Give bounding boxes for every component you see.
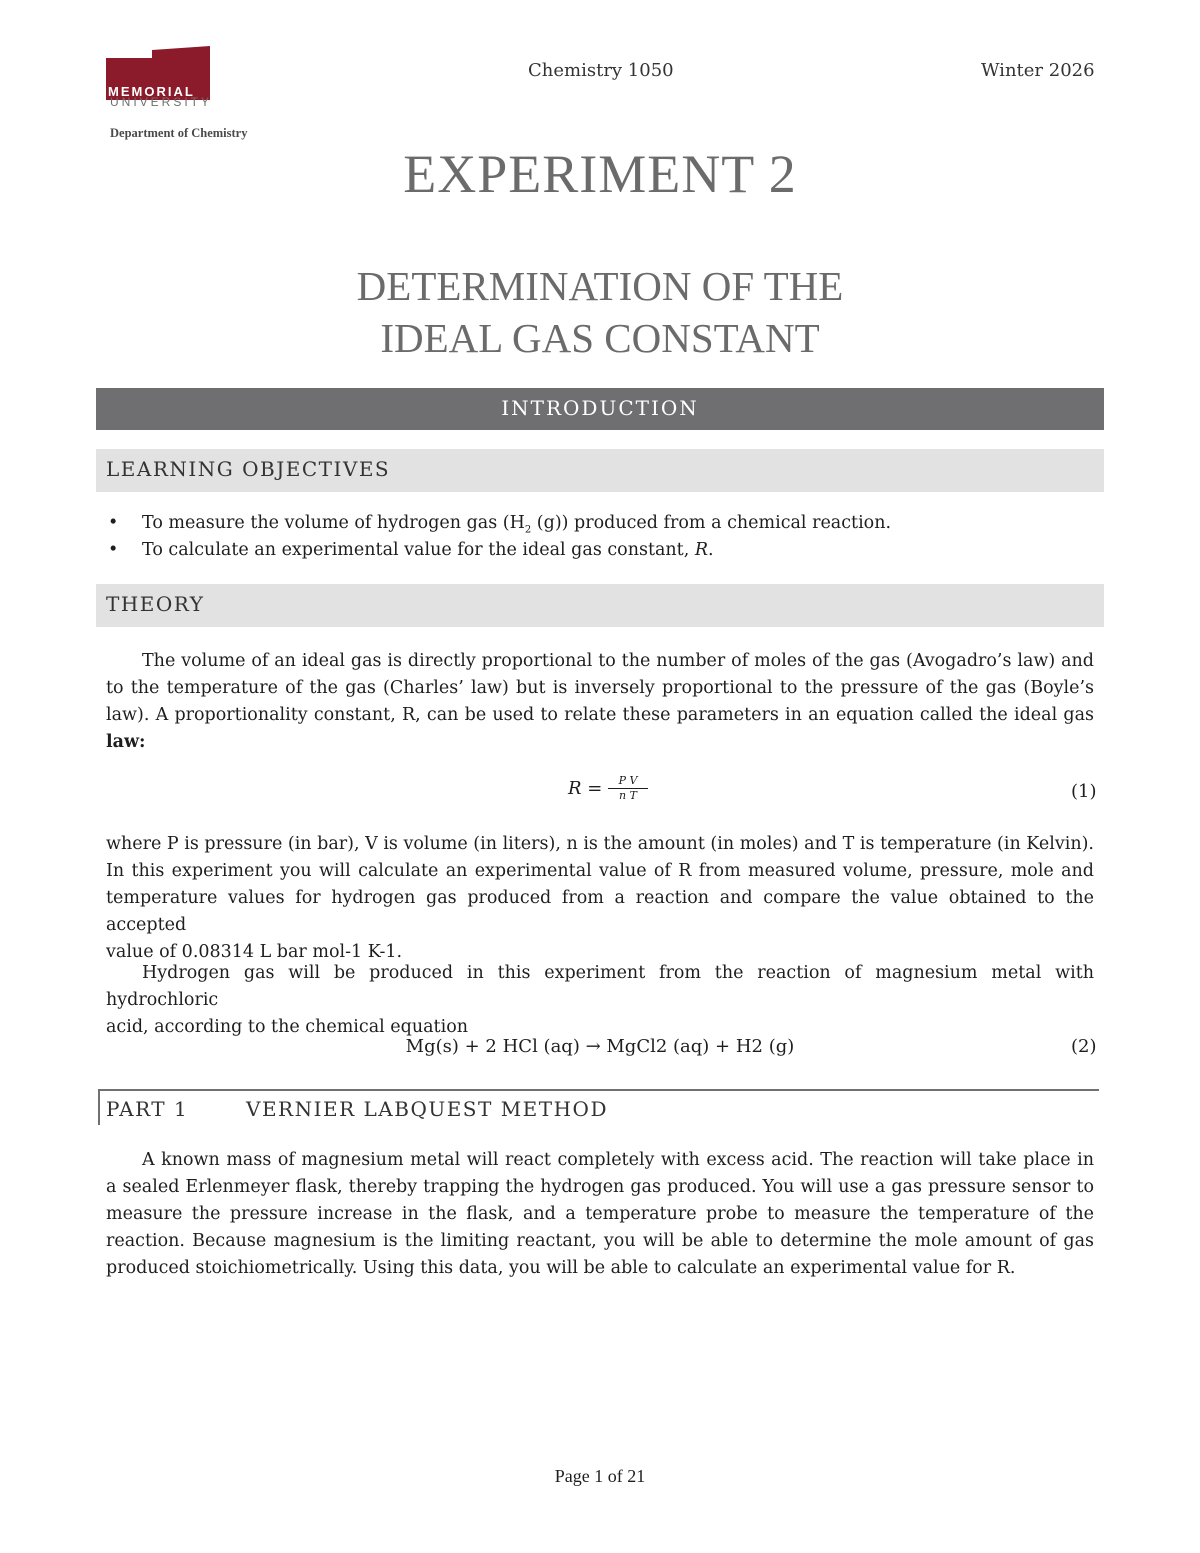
equation-2: Mg(s) + 2 HCl (aq) → MgCl2 (aq) + H2 (g) — [405, 1036, 795, 1057]
objective-item-2 — [142, 540, 714, 560]
text-line: value of 0.08314 L bar mol-1 K-1. — [106, 942, 403, 962]
text-line: a sealed Erlenmeyer flask, thereby trapping the hydrogen gas produced. You will use a gas pressure sensor to — [106, 1177, 1094, 1197]
theory-header — [96, 584, 1104, 627]
learning-objectives-heading: LEARNING OBJECTIVES — [106, 457, 391, 481]
page-number: Page 1 of 21 — [554, 1466, 646, 1486]
equation-1-number: (1) — [1071, 781, 1097, 802]
objective-item-1 — [142, 513, 891, 536]
memorial-university-logo — [104, 44, 254, 144]
part1-paragraph — [106, 1147, 1094, 1282]
text-line: to the temperature of the gas (Charles’ law) but is inversely proportional to the pressure of the gas (Boyle’s — [106, 678, 1094, 698]
text-line: temperature values for hydrogen gas produced from a reaction and compare the value obtained to the accepted — [106, 888, 1094, 935]
equation-1-lhs: R = — [568, 778, 603, 799]
equation-2-number: (2) — [1071, 1036, 1097, 1057]
text-line: where P is pressure (in bar), V is volume (in liters), n is the amount (in moles) and T is temperature (in Kelvin). — [106, 834, 1094, 854]
theory-paragraph-1 — [106, 648, 1094, 756]
objective-1-text: To measure the volume of hydrogen gas ($H_2$ (g)) produced from a chemical reaction. — [142, 513, 892, 536]
bullet-icon: • — [108, 513, 119, 533]
subtitle-line2: IDEAL GAS CONSTANT — [380, 315, 820, 361]
bullet-icon: • — [108, 540, 119, 560]
learning-objectives-header — [96, 449, 1104, 492]
course-name: Chemistry 1050 — [528, 60, 674, 81]
text-line: law: — [106, 732, 146, 752]
text-line: A known mass of magnesium metal will react completely with excess acid. The reaction will take place in — [142, 1150, 1094, 1170]
part1-label: PART 1 — [106, 1097, 189, 1121]
term: Winter 2026 — [981, 60, 1095, 81]
equation-1 — [568, 774, 638, 802]
equation-1-numerator: P V — [608, 774, 648, 789]
equation-1-denominator: n T — [619, 789, 637, 802]
objective-2-text: To calculate an experimental value for the ideal gas constant, R. — [142, 540, 714, 560]
text-line: acid, according to the chemical equation — [106, 1017, 468, 1037]
theory-paragraph-2 — [106, 831, 1094, 966]
part1-left-rule — [98, 1089, 100, 1125]
text-line: Hydrogen gas will be produced in this experiment from the reaction of magnesium metal with hydrochloric — [106, 963, 1094, 1010]
logo-department: Department of Chemistry — [110, 126, 248, 140]
text-line: The volume of an ideal gas is directly proportional to the number of moles of the gas (Avogadro’s law) and — [142, 651, 1094, 671]
theory-heading: THEORY — [106, 592, 205, 616]
text-line: produced stoichiometrically. Using this data, you will be able to calculate an experimental value for R. — [106, 1258, 1016, 1278]
text-line: In this experiment you will calculate an experimental value of R from measured volume, pressure, mole and — [106, 861, 1094, 881]
part1-title: VERNIER LABQUEST METHOD — [246, 1097, 608, 1121]
text-line: measure the pressure increase in the flask, and a temperature probe to measure the temperature of the — [106, 1204, 1094, 1224]
logo-name-line2: UNIVERSITY — [110, 95, 213, 109]
part1-top-rule — [98, 1089, 1099, 1091]
subtitle-line1: DETERMINATION OF THE — [356, 263, 844, 309]
introduction-banner: INTRODUCTION — [96, 388, 1104, 430]
equation-1-fraction — [608, 774, 648, 802]
text-line: reaction. Because magnesium is the limiting reactant, you will be able to determine the mole amount of gas — [106, 1231, 1094, 1251]
theory-paragraph-3 — [106, 960, 1094, 1041]
experiment-title: EXPERIMENT 2 — [403, 144, 797, 204]
text-line: law). A proportionality constant, R, can be used to relate these parameters in an equation called the ideal gas — [106, 705, 1094, 725]
logo-name-line1: MEMORIAL — [108, 84, 195, 99]
